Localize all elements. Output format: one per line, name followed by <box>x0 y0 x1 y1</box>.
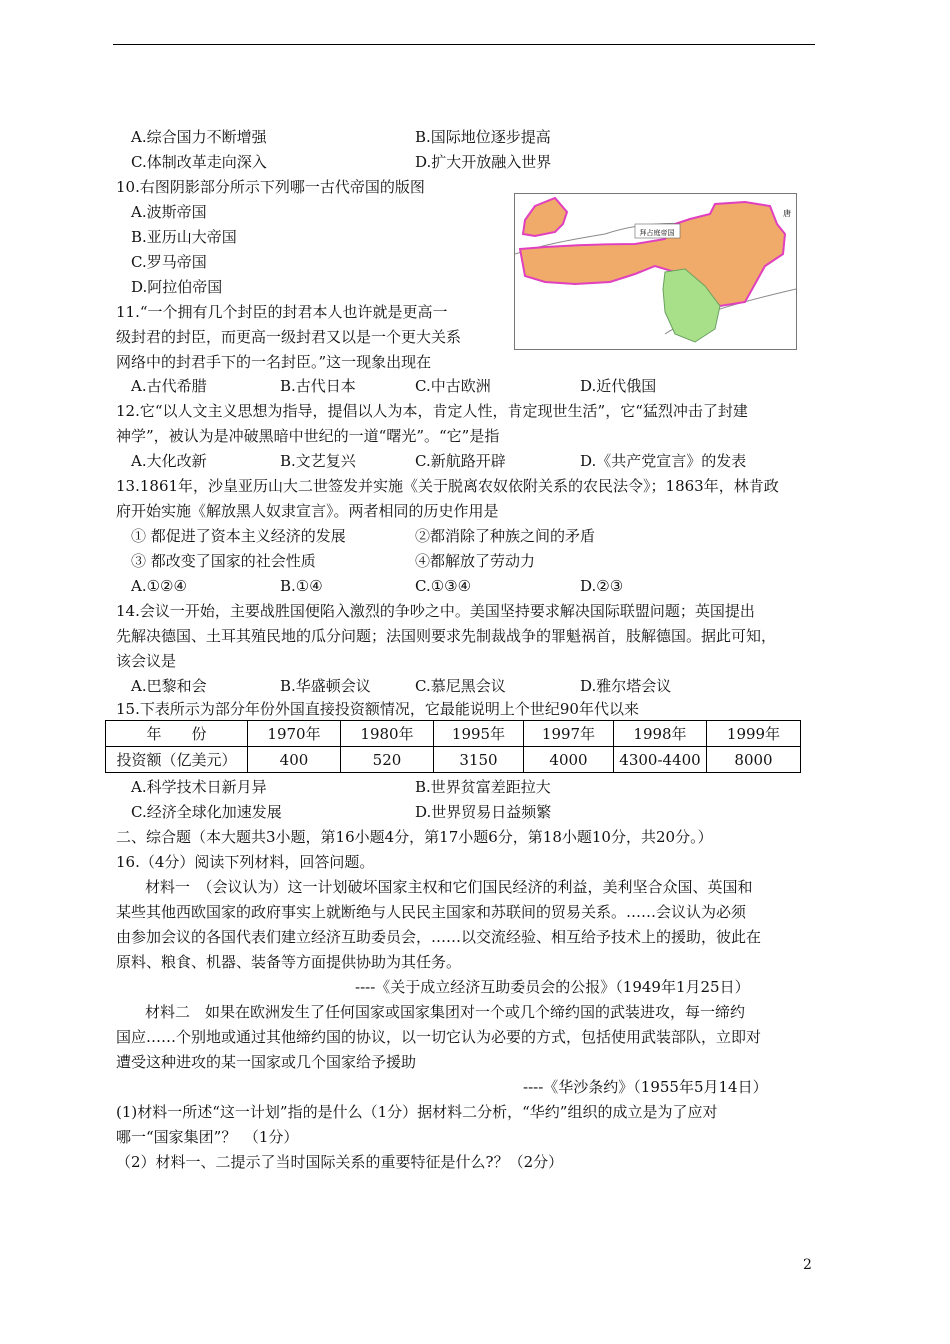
q9-option-a: A.综合国力不断增强 <box>131 128 267 146</box>
table-year: 1980年 <box>341 721 434 747</box>
q12-option-b: B.文艺复兴 <box>280 452 356 470</box>
q16-material-2-line-3: 遭受这种进攻的某一国家或几个国家给予援助 <box>116 1053 417 1071</box>
q12-option-a: A.大化改新 <box>131 452 207 470</box>
section-2-heading: 二、综合题（本大题共3小题，第16小题4分，第17小题6分，第18小题10分，共20分。） <box>116 828 713 846</box>
map-corner-label: 唐 <box>783 209 791 218</box>
table-value: 3150 <box>434 747 524 773</box>
q12-line-2: 神学”，被认为是冲破黑暗中世纪的一道“曙光”。“它”是指 <box>116 427 500 445</box>
q15-stem: 15.下表所示为部分年份外国直接投资额情况，它最能说明上个世纪90年代以来 <box>116 700 639 718</box>
q14-line-3: 该会议是 <box>116 652 177 670</box>
q16-question-1-line-1: (1)材料一所述“这一计划”指的是什么（1分）据材料二分析，“华约”组织的成立是为了应对 <box>116 1103 718 1121</box>
q16-material-1-source: ----《关于成立经济互助委员会的公报》（1949年1月25日） <box>355 978 750 996</box>
q14-option-b: B.华盛顿会议 <box>280 677 371 695</box>
q15-option-a: A.科学技术日新月异 <box>131 778 267 796</box>
table-year: 1998年 <box>614 721 707 747</box>
q10-option-d: D.阿拉伯帝国 <box>131 278 223 296</box>
table-year: 1997年 <box>524 721 614 747</box>
q12-option-d: D.《共产党宣言》的发表 <box>580 452 747 470</box>
table-value: 8000 <box>707 747 801 773</box>
q16-material-2-source: ----《华沙条约》（1955年5月14日） <box>523 1078 768 1096</box>
q10-option-b: B.亚历山大帝国 <box>131 228 237 246</box>
q16-question-1-line-2: 哪一“国家集团”？ （1分） <box>116 1128 299 1146</box>
table-value: 400 <box>248 747 341 773</box>
q14-line-2: 先解决德国、土耳其殖民地的瓜分问题；法国则要求先制裁战争的罪魁祸首，肢解德国。据此可知， <box>116 627 777 645</box>
empire-map <box>514 193 797 350</box>
table-row <box>106 747 801 773</box>
table-year: 1995年 <box>434 721 524 747</box>
q16-material-1-line-1: 材料一 （会议认为）这一计划破坏国家主权和它们国民经济的利益，美利坚合众国、英国和 <box>145 878 753 896</box>
table-header-row <box>106 721 801 747</box>
q16-material-1-line-4: 原料、粮食、机器、装备等方面提供协助为其任务。 <box>116 953 462 971</box>
table-year: 1970年 <box>248 721 341 747</box>
q11-line-2: 级封君的封臣，而更高一级封君又以是一个更大关系 <box>116 328 462 346</box>
q9-option-b: B.国际地位逐步提高 <box>415 128 551 146</box>
q11-option-c: C.中古欧洲 <box>415 377 491 395</box>
table-row-label: 投资额（亿美元） <box>106 747 248 773</box>
q9-option-c: C.体制改革走向深入 <box>131 153 267 171</box>
q15-option-c: C.经济全球化加速发展 <box>131 803 282 821</box>
q15-option-b: B.世界贫富差距拉大 <box>415 778 551 796</box>
q11-option-a: A.古代希腊 <box>131 377 207 395</box>
q13-option-a: A.①②④ <box>131 577 187 595</box>
q16-question-2: （2）材料一、二提示了当时国际关系的重要特征是什么?？（2分） <box>116 1153 564 1171</box>
empire-map-graphic <box>515 194 796 349</box>
q10-option-c: C.罗马帝国 <box>131 253 207 271</box>
q15-option-d: D.世界贸易日益频繁 <box>415 803 552 821</box>
q14-option-c: C.慕尼黑会议 <box>415 677 506 695</box>
investment-table <box>105 720 801 773</box>
q9-option-d: D.扩大开放融入世界 <box>415 153 552 171</box>
header-rule <box>113 44 815 45</box>
q12-line-1: 12.它“以人文主义思想为指导，提倡以人为本，肯定人性，肯定现世生活”，它“猛烈冲击了封建 <box>116 402 748 420</box>
q13-statement-3: ③ 都改变了国家的社会性质 <box>131 552 316 570</box>
q10-option-a: A.波斯帝国 <box>131 203 207 221</box>
q16-material-1-line-2: 某些其他西欧国家的政府事实上就断绝与人民民主国家和苏联间的贸易关系。……会议认为必须 <box>116 903 747 921</box>
table-value: 4300-4400 <box>614 747 707 773</box>
q11-option-d: D.近代俄国 <box>580 377 657 395</box>
table-header-label: 年 份 <box>106 721 248 747</box>
q14-option-a: A.巴黎和会 <box>131 677 207 695</box>
q11-line-1: 11.“一个拥有几个封臣的封君本人也许就是更高一 <box>116 303 448 321</box>
table-value: 4000 <box>524 747 614 773</box>
q13-line-1: 13.1861年，沙皇亚历山大二世签发并实施《关于脱离农奴依附关系的农民法令》；1863年，林肯政 <box>116 477 779 495</box>
q13-statement-4: ④都解放了劳动力 <box>415 552 536 570</box>
q10-stem: 10.右图阴影部分所示下列哪一古代帝国的版图 <box>116 178 425 196</box>
q11-line-3: 网络中的封君手下的一名封臣。”这一现象出现在 <box>116 353 432 371</box>
q13-option-b: B.①④ <box>280 577 323 595</box>
q16-material-1-line-3: 由参加会议的各国代表们建立经济互助委员会，……以交流经验、相互给予技术上的援助，彼此在 <box>116 928 762 946</box>
q13-statement-2: ②都消除了种族之间的矛盾 <box>415 527 596 545</box>
q12-option-c: C.新航路开辟 <box>415 452 506 470</box>
table-value: 520 <box>341 747 434 773</box>
q16-material-2-line-2: 国应……个别地或通过其他缔约国的协议，以一切它认为必要的方式，包括使用武装部队，立即对 <box>116 1028 762 1046</box>
q14-option-d: D.雅尔塔会议 <box>580 677 672 695</box>
q13-statement-1: ① 都促进了资本主义经济的发展 <box>131 527 346 545</box>
map-label: 拜占庭帝国 <box>639 229 675 237</box>
q13-option-d: D.②③ <box>580 577 624 595</box>
q13-line-2: 府开始实施《解放黑人奴隶宣言》。两者相同的历史作用是 <box>116 502 499 520</box>
q11-option-b: B.古代日本 <box>280 377 356 395</box>
q16-material-2-line-1: 材料二 如果在欧洲发生了任何国家或国家集团对一个或几个缔约国的武装进攻，每一缔约 <box>145 1003 746 1021</box>
q13-option-c: C.①③④ <box>415 577 472 595</box>
q16-stem: 16.（4分）阅读下列材料，回答问题。 <box>116 853 375 871</box>
table-year: 1999年 <box>707 721 801 747</box>
q14-line-1: 14.会议一开始，主要战胜国便陷入激烈的争吵之中。美国坚持要求解决国际联盟问题；英国提出 <box>116 602 755 620</box>
page-number: 2 <box>803 1257 812 1273</box>
